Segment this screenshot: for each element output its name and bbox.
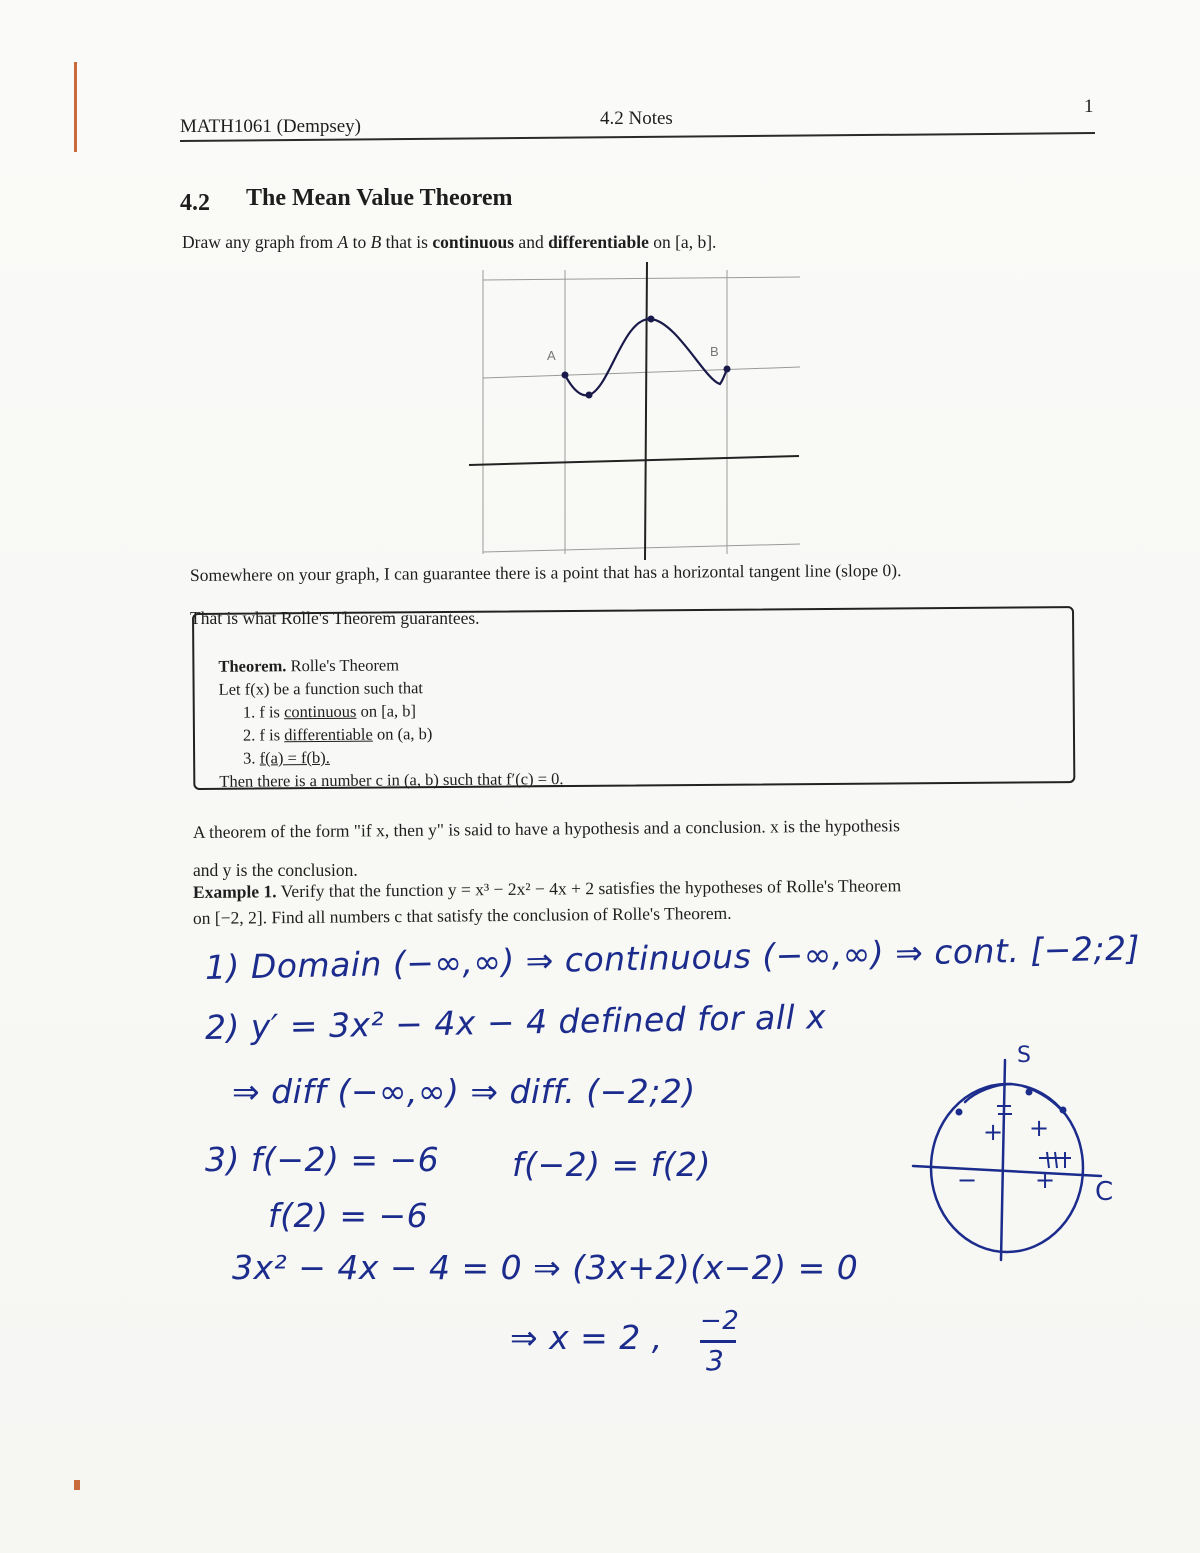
hw-roots: ⇒ x = 2 , [510, 1318, 663, 1357]
quadrant-1-sign: + [1029, 1114, 1050, 1142]
point-a-dot [562, 372, 569, 379]
theorem-item-2-pre: f is [259, 725, 285, 745]
quadrant-2-sign: + [983, 1118, 1004, 1146]
theorem-conclusion [219, 767, 563, 793]
intro-and: and [514, 232, 549, 252]
local-max-dot [648, 316, 655, 323]
circle-dot-3 [1060, 1107, 1067, 1114]
example-text-1: Verify that the function y = x³ − 2x² − 4x + 2 satisfies the hypotheses of Rolle's Theorem [276, 875, 902, 902]
hw-step2b: ⇒ diff (−∞,∞) ⇒ diff. (−2;2) [232, 1072, 696, 1111]
example-label: Example 1. [192, 881, 277, 902]
hw-step1: 1) Domain (−∞,∞) ⇒ continuous (−∞,∞) ⇒ cont. [−2;2] [204, 928, 1141, 987]
intro-mid1: to [348, 232, 371, 252]
example-line2: on [−2, 2]. Find all numbers c that satisfy the conclusion of Rolle's Theorem. [192, 902, 732, 928]
hw-step3b: f(2) = −6 [268, 1196, 429, 1235]
theorem-heading [218, 653, 399, 677]
theorem-conclusion-key: f′(c) = 0. [506, 769, 564, 789]
theorem-box [192, 606, 1075, 790]
theorem-item-1-key: continuous [283, 701, 357, 722]
graph-label-b: B [710, 344, 719, 359]
hw-step3-equal: f(−2) = f(2) [512, 1145, 712, 1184]
intro-continuous: continuous [432, 232, 515, 252]
circle-dot-1 [956, 1109, 963, 1116]
circle-axis-c: C [1095, 1177, 1114, 1207]
hypothesis-line1: A theorem of the form "if x, then y" is said to have a hypothesis and a conclusion. x is the hypothesis [192, 815, 900, 842]
theorem-item-2-number: 2. [242, 725, 256, 745]
circle-dot-2 [1026, 1089, 1033, 1096]
header-course: MATH1061 (Dempsey) [180, 116, 362, 137]
theorem-item-2-post: on (a, b) [372, 724, 433, 744]
theorem-item-1-number: 1. [242, 702, 256, 722]
horizontal-tangent-line1: Somewhere on your graph, I can guarantee there is a point that has a horizontal tangent line (slope 0). [189, 560, 902, 585]
left-edge-mark [74, 62, 77, 152]
sketch-graph [465, 262, 805, 562]
intro-mid2: that is [381, 232, 433, 252]
circle-axis-s: S [1017, 1043, 1031, 1068]
horizontal-tangent-line2: That is what Rolle's Theorem guarantees. [190, 608, 480, 628]
local-min-dot [586, 392, 593, 399]
theorem-label: Theorem. [218, 656, 287, 676]
theorem-item-3-key: f(a) = f(b). [259, 747, 330, 768]
theorem-intro: Let f(x) be a function such that [218, 678, 424, 699]
intro-differentiable: differentiable [548, 232, 649, 252]
theorem-item-3-number: 3. [243, 748, 256, 768]
header-title: 4.2 Notes [600, 108, 673, 129]
intro-text [182, 230, 716, 254]
header-page-number: 1 [1084, 96, 1094, 117]
hw-step3a: 3) f(−2) = −6 [205, 1140, 440, 1179]
theorem-item-2-key: differentiable [284, 724, 373, 745]
hw-fraction-num: −2 [700, 1306, 740, 1336]
graph-label-a: A [547, 348, 556, 363]
intro-pre: Draw any graph from [182, 232, 338, 252]
intro-point-a: A [337, 232, 349, 252]
theorem-conclusion-pre: Then there is a number c in (a, b) such that [219, 769, 507, 791]
hw-fraction-bar [700, 1340, 736, 1343]
hypothesis-line2: and y is the conclusion. [193, 860, 358, 880]
theorem-item-1-post: on [a, b] [356, 701, 417, 721]
quadrant-3-sign: − [957, 1166, 978, 1194]
theorem-item-1 [243, 699, 416, 723]
theorem-item-1-pre: f is [259, 702, 285, 722]
point-b-dot [724, 366, 731, 373]
section-number: 4.2 [180, 190, 210, 216]
bottom-edge-mark [74, 1480, 80, 1490]
hw-fraction-den: 3 [706, 1344, 725, 1377]
intro-point-b: B [370, 232, 382, 252]
quadrant-4-sign: + [1035, 1166, 1056, 1194]
intro-post: on [a, b]. [648, 232, 717, 252]
sign-circle [905, 1040, 1115, 1270]
theorem-item-3 [243, 746, 330, 770]
section-title: The Mean Value Theorem [246, 185, 513, 211]
hw-step2: 2) y′ = 3x² − 4x − 4 defined for all x [204, 997, 827, 1047]
theorem-item-2 [243, 722, 433, 746]
theorem-name: Rolle's Theorem [286, 655, 400, 676]
hw-factor: 3x² − 4x − 4 = 0 ⇒ (3x+2)(x−2) = 0 [232, 1248, 859, 1287]
